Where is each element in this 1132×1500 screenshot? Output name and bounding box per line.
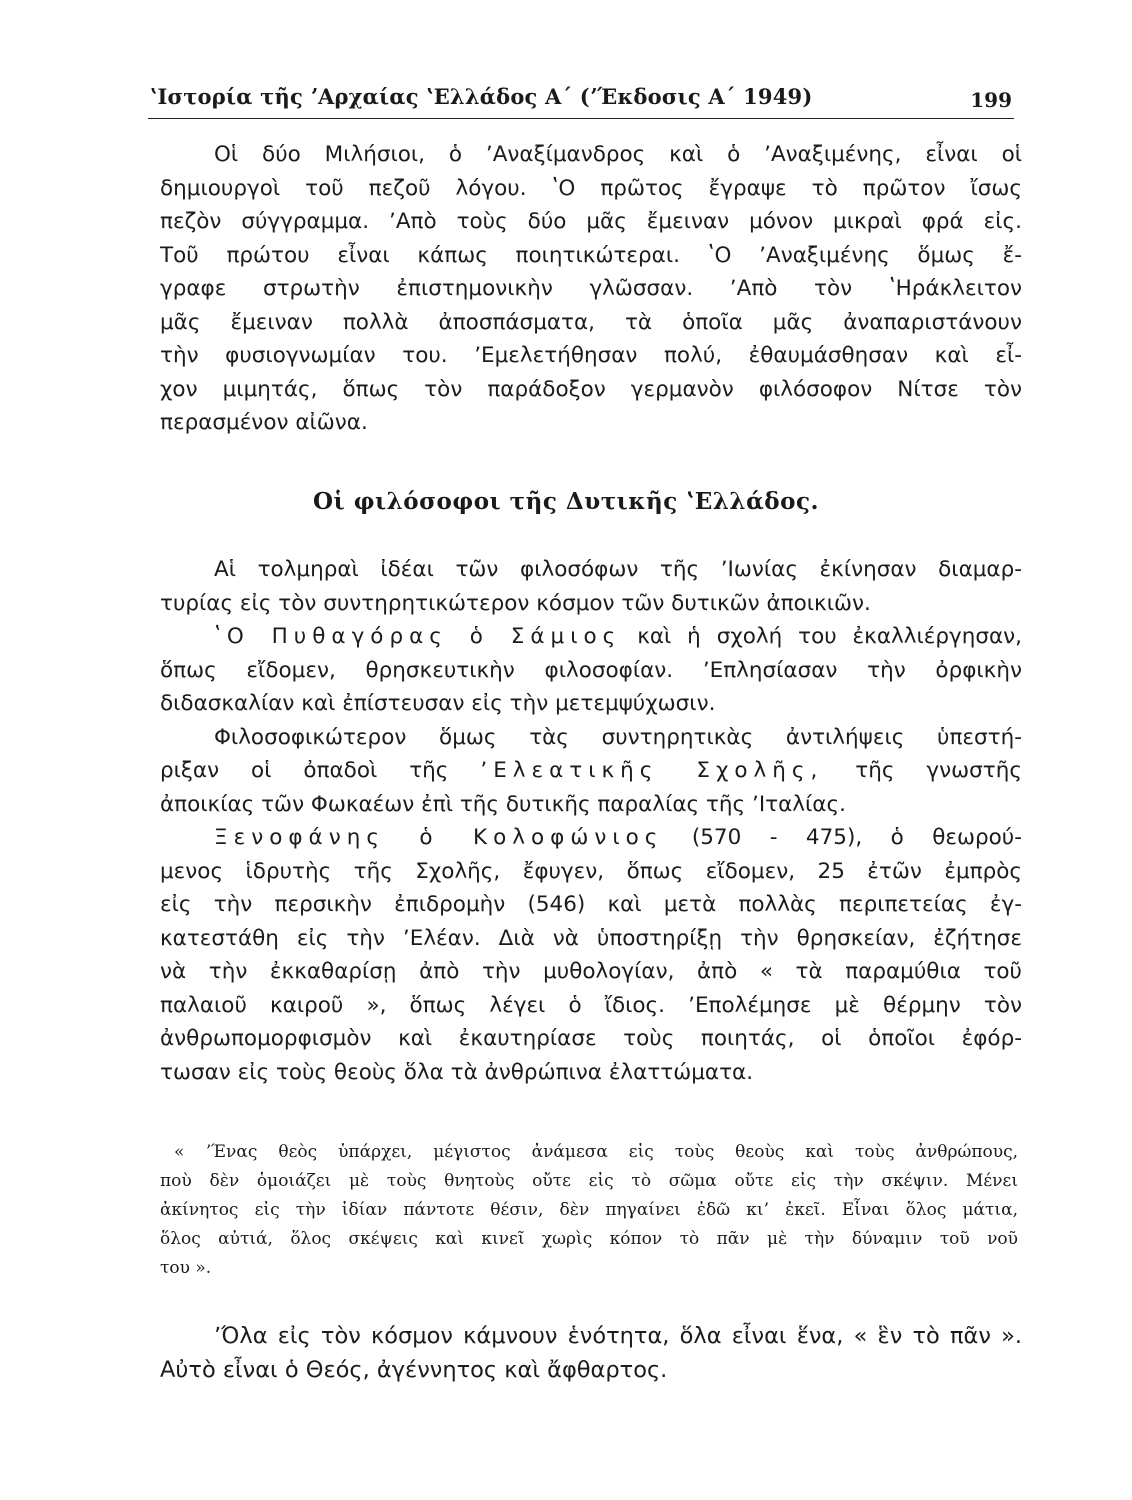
xenophanes-quote: [160, 1138, 1018, 1283]
page-number: 199: [970, 88, 1012, 112]
emphasized-name: ʼΕλεατικῆς Σχολῆς,: [480, 758, 824, 783]
text-line: Φιλοσοφικώτερον ὅμως τὰς συντηρητικὰς ἀντιλήψεις ὑπεστή-: [214, 724, 1022, 750]
quote-line: ἀκίνητος εἰς τὴν ἰδίαν πάντοτε θέσιν, δὲν πηγαίνει ἐδῶ κι’ ἐκεῖ. Εἶναι ὅλος μάτια,: [160, 1200, 1018, 1220]
text-line: ἀποικίας τῶν Φωκαέων ἐπὶ τῆς δυτικῆς παραλίας τῆς ʼΙταλίας.: [160, 791, 846, 817]
text-line: [160, 821, 1022, 855]
page-header: [148, 78, 1014, 119]
text-line: διδασκαλίαν καὶ ἐπίστευσαν εἰς τὴν μετεμψύχωσιν.: [160, 691, 716, 716]
text-line: μᾶς ἔμειναν πολλὰ ἀποσπάσματα, τὰ ὁποῖα μᾶς ἀναπαριστάνουν: [160, 309, 1022, 335]
text-line: δημιουργοὶ τοῦ πεζοῦ λόγου. ʽΟ πρῶτος ἔγραψε τὸ πρῶτον ἴσως: [160, 175, 1022, 201]
text-line: μενος ἱδρυτὴς τῆς Σχολῆς, ἔφυγεν, ὅπως εἴδομεν, 25 ἐτῶν ἐμπρὸς: [160, 858, 1022, 884]
text-line: τωσαν εἰς τοὺς θεοὺς ὅλα τὰ ἀνθρώπινα ἐλαττώματα.: [160, 1059, 754, 1085]
paragraph-west-philosophers: [160, 553, 1022, 1089]
text-fragment: καὶ ἡ σχολή του ἐκαλλιέργησαν,: [637, 624, 1022, 649]
quote-line: ὅλος αὐτιά, ὅλος σκέψεις καὶ κινεῖ χωρὶς κόπον τὸ πᾶν μὲ τὴν δύναμιν τοῦ νοῦ: [160, 1229, 1018, 1249]
text-line: πεζὸν σύγγραμμα. ʼΑπὸ τοὺς δύο μᾶς ἔμειναν μόνον μικραὶ φρά εἰς.: [160, 209, 1022, 234]
text-line: Τοῦ πρώτου εἶναι κάπως ποιητικώτεραι. ʽΟ ʼΑναξιμένης ὅμως ἔ-: [160, 242, 1022, 268]
text-line: γραφε στρωτὴν ἐπιστημονικὴν γλῶσσαν. ʼΑπὸ τὸν ʽΗράκλειτον: [160, 276, 1022, 301]
text-line: [160, 754, 1022, 788]
emphasized-name: Ξενοφάνης ὁ Κολοφώνιος: [214, 825, 664, 850]
text-fragment: ριξαν οἱ ὀπαδοὶ τῆς: [160, 758, 449, 783]
text-line: Αὐτὸ εἶναι ὁ Θεός, ἀγέννητος καὶ ἄφθαρτος.: [160, 1356, 668, 1383]
text-line: ἀνθρωπομορφισμὸν καὶ ἐκαυτηρίασε τοὺς ποιητάς, οἱ ὁποῖοι ἐφόρ-: [160, 1026, 1022, 1051]
text-line: Αἱ τολμηραὶ ἰδέαι τῶν φιλοσόφων τῆς ʼΙωνίας ἐκίνησαν διαμαρ-: [214, 557, 1022, 582]
text-line: περασμένον αἰῶνα.: [160, 410, 368, 435]
text-line: τυρίας εἰς τὸν συντηρητικώτερον κόσμον τῶν δυτικῶν ἀποικιῶν.: [160, 590, 871, 616]
text-line: Οἱ δύο Μιλήσιοι, ὁ ʼΑναξίμανδρος καὶ ὁ ʼΑναξιμένης, εἶναι οἱ: [214, 142, 1022, 167]
text-line: κατεστάθη εἰς τὴν ʼΕλέαν. Διὰ νὰ ὑποστηρίξῃ τὴν θρησκείαν, ἐζήτησε: [160, 925, 1022, 951]
quote-line: « ʼΈνας θεὸς ὑπάρχει, μέγιστος ἀνάμεσα εἰς τοὺς θεοὺς καὶ τοὺς ἀνθρώπους,: [174, 1142, 1018, 1162]
text-fragment: τῆς γνωστῆς: [855, 758, 1022, 783]
text-line: ʼΌλα εἰς τὸν κόσμον κάμνουν ἑνότητα, ὅλα εἶναι ἕνα, « ἓν τὸ πᾶν ».: [214, 1323, 1022, 1349]
text-fragment: (570 - 475), ὁ θεωρού-: [691, 825, 1023, 850]
running-title: ʽΙστορία τῆς ʼΑρχαίας ʽΕλλάδος Α΄ (ʼΈκδοσις Α΄ 1949): [150, 84, 813, 109]
emphasized-name: ʽΟ Πυθαγόρας ὁ Σάμιος: [214, 624, 622, 649]
text-line: εἰς τὴν περσικὴν ἐπιδρομὴν (546) καὶ μετὰ πολλὰς περιπετείας ἐγ-: [160, 892, 1022, 917]
text-line: τὴν φυσιογνωμίαν του. ʼΕμελετήθησαν πολύ, ἐθαυμάσθησαν καὶ εἶ-: [160, 343, 1022, 368]
text-line: νὰ τὴν ἐκκαθαρίσῃ ἀπὸ τὴν μυθολογίαν, ἀπὸ « τὰ παραμύθια τοῦ: [160, 959, 1022, 984]
text-line: παλαιοῦ καιροῦ », ὅπως λέγει ὁ ἴδιος. ʼΕπολέμησε μὲ θέρμην τὸν: [160, 992, 1022, 1018]
paragraph-milesians: [160, 138, 1022, 440]
text-line: [160, 620, 1022, 654]
text-line: χον μιμητάς, ὅπως τὸν παράδοξον γερμανὸν φιλόσοφον Νίτσε τὸν: [160, 376, 1022, 402]
paragraph-unity: [160, 1320, 1022, 1387]
quote-line: του ».: [160, 1258, 212, 1278]
quote-line: ποὺ δὲν ὁμοιάζει μὲ τοὺς θνητοὺς οὔτε εἰς τὸ σῶμα οὔτε εἰς τὴν σκέψιν. Μένει: [160, 1171, 1018, 1191]
section-heading: Οἱ φιλόσοφοι τῆς Δυτικῆς ʽΕλλάδος.: [313, 488, 819, 515]
text-line: ὅπως εἴδομεν, θρησκευτικὴν φιλοσοφίαν. ʼΕπλησίασαν τὴν ὀρφικὴν: [160, 657, 1022, 683]
